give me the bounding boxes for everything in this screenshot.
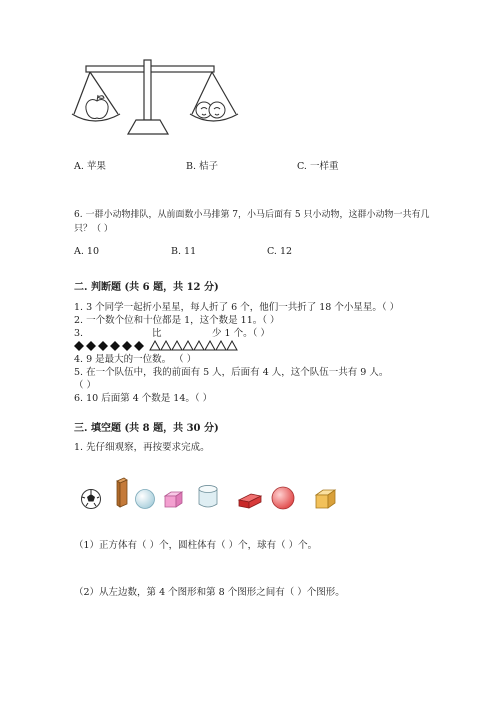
triangle-row-icon [150, 341, 240, 351]
cube-icon [314, 488, 338, 510]
fill-sub1: （1）正方体有（ ）个，圆柱体有（ ）个，球有（ ）个。 [74, 540, 318, 551]
q6-text-line1: 6. 一群小动物排队，从前面数小马排第 7，小马后面有 5 只小动物，这群小动物一共有几 [74, 210, 430, 220]
q6-text-line2: 只？（ ） [74, 224, 113, 234]
fill-q1: 1. 先仔细观察，再按要求完成。 [74, 442, 210, 453]
soccer-ball-icon [80, 488, 102, 510]
section2-title: 二. 判断题 (共 6 题，共 12 分) [74, 282, 219, 293]
cylinder-icon [197, 484, 219, 510]
cube-icon [163, 490, 185, 510]
q5-option-b: B. 桔子 [186, 161, 219, 172]
judge-item-3-rest: 少 1 个。（ ） [212, 328, 270, 339]
apple-icon [83, 94, 113, 124]
sphere-icon [134, 488, 156, 510]
section3-title: 三. 填空题 (共 8 题，共 30 分) [74, 423, 219, 434]
judge-item-3-bi: 比 [152, 328, 162, 339]
q6-option-b: B. 11 [171, 246, 197, 257]
q6-option-a: A. 10 [74, 246, 99, 257]
cuboid-icon [237, 492, 263, 510]
q6-option-c: C. 12 [267, 246, 293, 257]
judge-item-6: 6. 10 后面第 4 个数是 14。（ ） [74, 393, 213, 404]
sphere-icon [270, 485, 296, 511]
judge-item-3-num: 3. [74, 328, 84, 339]
cuboid-icon [115, 476, 129, 508]
diamond-row-icon [74, 341, 154, 351]
q5-option-a: A. 苹果 [74, 161, 106, 172]
judge-item-1: 1. 3 个同学一起折小星星，每人折了 6 个，他们一共折了 18 个小星星。（ ） [74, 302, 400, 313]
fill-sub2: （2）从左边数，第 4 个图形和第 8 个图形之间有（ ）个图形。 [74, 587, 345, 598]
judge-item-5: 5. 在一个队伍中，我的前面有 5 人，后面有 4 人，这个队伍一共有 9 人。 [74, 367, 389, 378]
judge-item-5-bracket: （ ） [74, 380, 97, 391]
judge-item-2: 2. 一个数个位和十位都是 1，这个数是 11。（ ） [74, 315, 280, 326]
q5-option-c: C. 一样重 [297, 161, 339, 172]
orange-icon [194, 98, 230, 124]
judge-item-4: 4. 9 是最大的一位数。 （ ） [74, 354, 197, 365]
